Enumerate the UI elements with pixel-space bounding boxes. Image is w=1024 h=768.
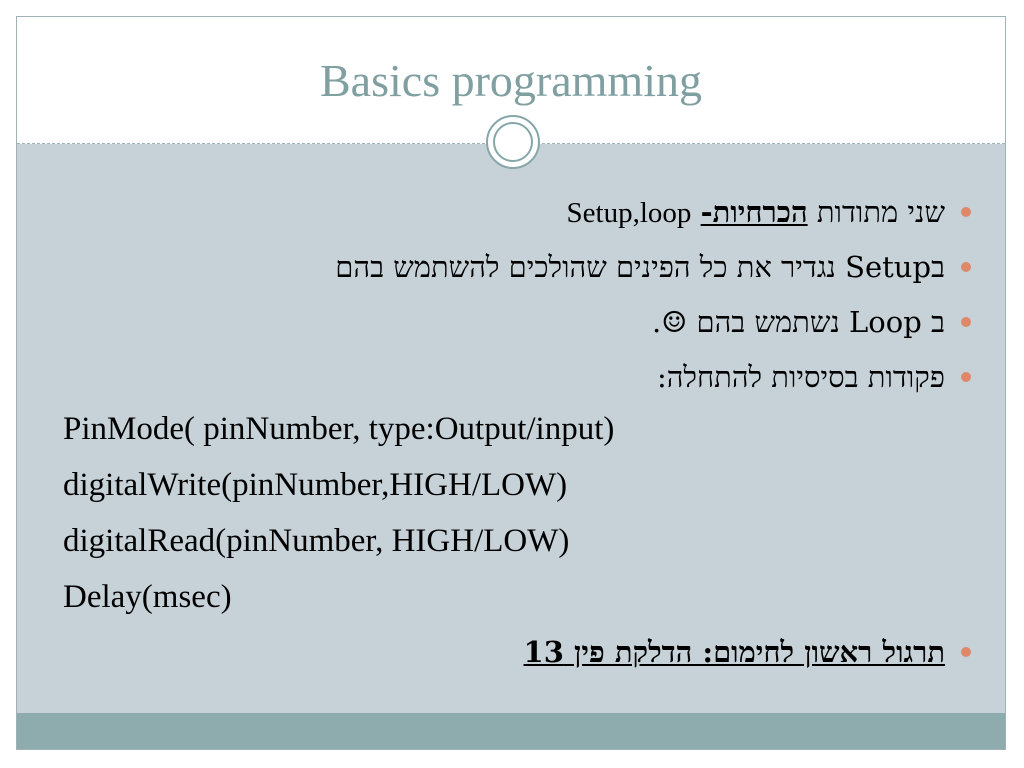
bullet-dot-icon — [961, 372, 971, 382]
bullet-dot-icon — [961, 262, 971, 272]
bullet-item — [335, 250, 945, 285]
code-line: digitalRead(pinNumber, HIGH/LOW) — [63, 523, 570, 559]
bullet-text — [567, 195, 945, 230]
bullet-item — [652, 305, 945, 340]
code-line: Delay(msec) — [63, 579, 232, 615]
bullet-item — [567, 195, 945, 230]
code-line: digitalWrite(pinNumber,HIGH/LOW) — [63, 467, 568, 503]
bullet-dot-icon — [961, 317, 971, 327]
slide-frame — [16, 16, 1006, 750]
exercise-item — [524, 635, 945, 670]
bullet-prefix: שני מתודות — [807, 195, 945, 229]
exercise-text: תרגול ראשון לחימום: הדלקת פין 13 — [523, 635, 945, 669]
bottom-band — [17, 713, 1005, 749]
slide-content — [17, 17, 1005, 749]
bullet-dot-icon — [961, 647, 971, 657]
bullet-latin: Setup,loop — [566, 197, 692, 229]
slide-title: Basics programming — [320, 55, 702, 106]
bullet-text: ב Loop נשתמש בהם ☺. — [652, 305, 945, 339]
bullet-dot-icon — [961, 207, 971, 217]
bullet-item — [657, 360, 945, 395]
bullet-emphasis: הכרחיות- — [700, 195, 808, 229]
bullet-text: פקודות בסיסיות להתחלה: — [656, 360, 945, 394]
code-line: PinMode( pinNumber, type:Output/input) — [63, 411, 615, 447]
bullet-text: בSetup נגדיר את כל הפינים שהולכים להשתמש בהם — [335, 250, 945, 284]
